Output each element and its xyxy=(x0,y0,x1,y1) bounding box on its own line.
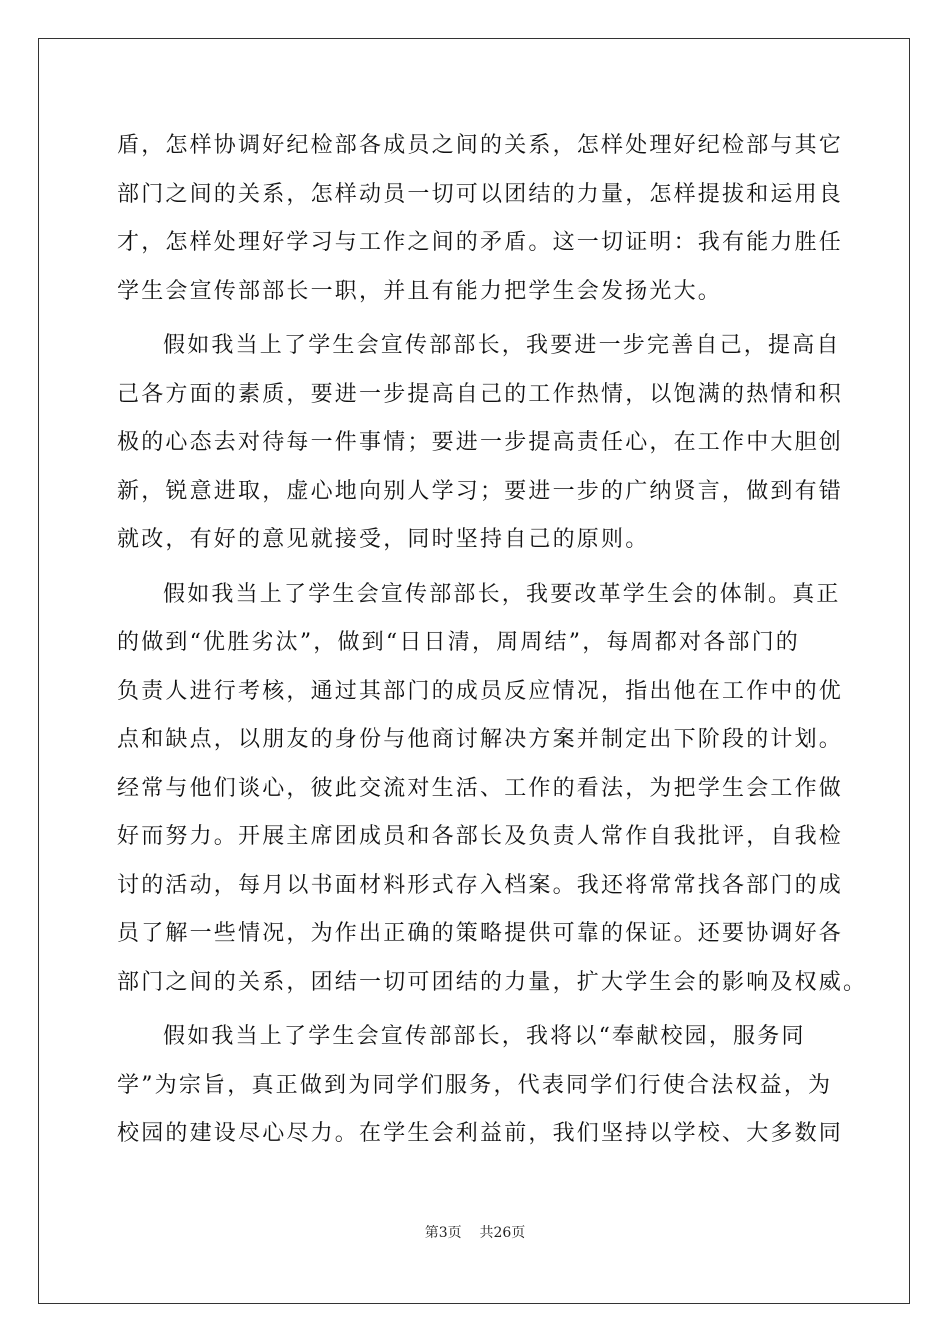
text-line: 经常与他们谈心，彼此交流对生活、工作的看法，为把学生会工作做 xyxy=(117,775,844,801)
text-line: 校园的建设尽心尽力。在学生会利益前，我们坚持以学校、大多数同 xyxy=(117,1121,844,1146)
text-line: 才，怎样处理好学习与工作之间的矛盾。这一切证明：我有能力胜任 xyxy=(117,230,844,255)
text-line: 己各方面的素质，要进一步提高自己的工作热情，以饱满的热情和积 xyxy=(117,381,844,407)
text-line: 员了解一些情况，为作出正确的策略提供可靠的保证。还要协调好各 xyxy=(117,921,844,946)
text-line: 负责人进行考核，通过其部门的成员反应情况，指出他在工作中的优 xyxy=(117,678,844,704)
text-line: 假如我当上了学生会宣传部部长，我要进一步完善自己，提高自 xyxy=(163,333,841,358)
document-body xyxy=(117,122,868,1159)
text-line: 好而努力。开展主席团成员和各部长及负责人常作自我批评，自我检 xyxy=(117,824,844,849)
text-line: 极的心态去对待每一件事情；要进一步提高责任心，在工作中大胆创 xyxy=(117,430,844,455)
text-line: 部门之间的关系，怎样动员一切可以团结的力量，怎样提拔和运用良 xyxy=(117,181,844,207)
text-line: 新，锐意进取，虚心地向别人学习；要进一步的广纳贤言，做到有错 xyxy=(117,478,844,504)
paragraph-3 xyxy=(117,571,868,1008)
page-footer: 第3页 共26页 xyxy=(424,1225,526,1241)
paragraph-1 xyxy=(117,122,844,316)
paragraph-2 xyxy=(117,322,844,565)
text-line: 就改，有好的意见就接受，同时坚持自己的原则。 xyxy=(117,527,650,552)
text-line: 盾，怎样协调好纪检部各成员之间的关系，怎样处理好纪检部与其它 xyxy=(117,133,844,158)
paragraph-4 xyxy=(117,1013,844,1159)
text-line: 假如我当上了学生会宣传部部长，我将以“奉献校园，服务同 xyxy=(163,1024,806,1049)
text-line: 假如我当上了学生会宣传部部长，我要改革学生会的体制。真正 xyxy=(163,581,841,607)
text-line: 点和缺点，以朋友的身份与他商讨解决方案并制定出下阶段的计划。 xyxy=(117,727,844,752)
text-line: 学”为宗旨，真正做到为同学们服务，代表同学们行使合法权益，为 xyxy=(117,1072,833,1098)
text-line: 的做到“优胜劣汰”，做到“日日清，周周结”，每周都对各部门的 xyxy=(117,630,800,655)
text-line: 讨的活动，每月以书面材料形式存入档案。我还将常常找各部门的成 xyxy=(117,872,844,898)
text-line: 部门之间的关系，团结一切可团结的力量，扩大学生会的影响及权威。 xyxy=(117,969,868,995)
text-line: 学生会宣传部部长一职，并且有能力把学生会发扬光大。 xyxy=(117,278,723,304)
